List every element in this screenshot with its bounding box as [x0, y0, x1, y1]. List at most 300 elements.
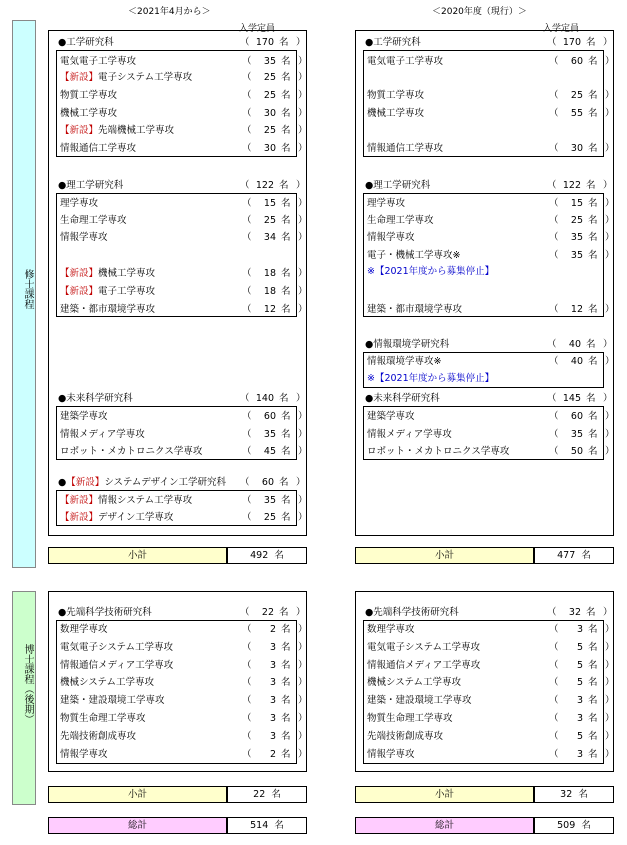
program-name: [60, 69, 192, 86]
open-paren: （: [242, 659, 252, 671]
unit: 名: [281, 143, 291, 154]
name-text: 物質生命理工学専攻: [367, 713, 453, 724]
list-item: [60, 283, 310, 300]
right-master-subtotal-label: 小計: [355, 547, 534, 564]
program-title-row: [58, 34, 308, 51]
close-paren: ）: [605, 748, 615, 760]
name-text: 物質工学専攻: [367, 90, 425, 101]
unit: 名: [281, 125, 291, 136]
list-item: [60, 301, 310, 318]
open-paren: （: [549, 108, 559, 119]
close-paren: ）: [298, 446, 308, 457]
close-paren: ）: [296, 37, 306, 48]
list-item: [367, 195, 617, 212]
unit: 名: [281, 695, 291, 707]
unit: 名: [281, 641, 291, 653]
open-paren: （: [549, 56, 559, 67]
count: 122: [562, 180, 581, 191]
name-text: 工学研究科: [66, 37, 114, 48]
note-row: [367, 263, 617, 280]
list-item: [367, 639, 617, 656]
name-text: 建築・建設環境工学専攻: [60, 695, 165, 707]
close-paren: ）: [296, 607, 306, 618]
unit: 名: [588, 641, 598, 653]
unit: 名: [281, 512, 291, 523]
open-paren: （: [549, 641, 559, 653]
name-text: 先端技術創成専攻: [60, 730, 137, 742]
close-paren: ）: [298, 695, 308, 707]
program-name: [367, 229, 415, 246]
left-total-value: 514 名: [227, 817, 307, 834]
close-paren: ）: [298, 232, 308, 243]
program-name: [367, 674, 461, 691]
open-paren: （: [549, 677, 559, 689]
unit: 名: [281, 90, 291, 101]
count: 5: [576, 730, 583, 742]
list-item: [60, 443, 310, 460]
capacity-label-left: 入学定員: [239, 24, 276, 34]
name-text: 情報通信メディア工学専攻: [367, 659, 481, 671]
close-paren: ）: [298, 286, 308, 297]
count: 60: [570, 411, 583, 422]
unit: 名: [281, 677, 291, 689]
close-paren: ）: [605, 695, 615, 707]
count: 2: [269, 624, 276, 635]
open-paren: （: [242, 286, 252, 297]
count: 12: [570, 304, 583, 315]
program-name: [60, 301, 155, 318]
name-text: 情報メディア学専攻: [367, 429, 452, 440]
list-item: [60, 426, 310, 443]
list-item: [60, 265, 310, 282]
unit: 名: [588, 695, 598, 707]
unit: 名: [588, 429, 598, 440]
list-item: [367, 229, 617, 246]
close-paren: ）: [605, 356, 615, 367]
unit: 名: [279, 607, 289, 618]
name-text: 電子システム工学専攻: [98, 72, 193, 83]
count: 22: [261, 607, 274, 618]
count: 3: [576, 748, 583, 760]
list-item: [367, 53, 617, 70]
unit: 名: [281, 411, 291, 422]
program-title: [58, 390, 133, 407]
name-text: 機械工学専攻: [98, 268, 156, 279]
close-paren: ）: [605, 198, 615, 209]
program-name: [60, 212, 127, 229]
list-item: [367, 301, 617, 318]
program-name: [60, 621, 108, 638]
count: 5: [576, 659, 583, 671]
count: 122: [255, 180, 274, 191]
unit: 名: [281, 72, 291, 83]
close-paren: ）: [298, 72, 308, 83]
open-paren: （: [240, 37, 250, 48]
list-item: [60, 69, 310, 86]
program-name: [367, 426, 452, 443]
unit: 名: [586, 393, 596, 404]
program-name: [367, 621, 415, 638]
unit: 名: [281, 198, 291, 209]
name-text: 理工学研究科: [373, 180, 431, 191]
program-name: [60, 710, 146, 727]
list-item: [367, 710, 617, 727]
close-paren: ）: [296, 477, 306, 488]
name-text: 情報学専攻: [60, 748, 108, 760]
new-tag: 【新設】: [60, 512, 99, 523]
program-name: [367, 370, 494, 387]
open-paren: （: [549, 90, 559, 101]
open-paren: （: [242, 695, 252, 707]
close-paren: ）: [605, 215, 615, 226]
program-name: [367, 212, 434, 229]
count: 30: [570, 143, 583, 154]
program-name: [60, 195, 98, 212]
bullet-icon: ●: [365, 393, 374, 404]
open-paren: （: [242, 713, 252, 724]
name-text: 電気電子工学専攻: [60, 56, 137, 67]
open-paren: （: [242, 624, 252, 635]
name-text: 理学専攻: [60, 198, 99, 209]
program-name: [367, 87, 424, 104]
name-text: 情報環境学専攻※: [367, 356, 442, 367]
count: 15: [570, 198, 583, 209]
program-title-row: [58, 390, 308, 407]
program-name: [60, 657, 173, 674]
doctor-side-label: [12, 591, 36, 805]
program-name: [60, 53, 136, 70]
list-item: [367, 353, 617, 370]
name-text: 情報通信工学専攻: [367, 143, 444, 154]
program-title: [58, 474, 226, 491]
name-text: 数理学専攻: [60, 624, 108, 635]
program-name: [367, 692, 472, 709]
bullet-icon: ●: [58, 180, 67, 191]
close-paren: ）: [603, 37, 613, 48]
name-text: 情報通信メディア工学専攻: [60, 659, 174, 671]
name-text: 先端機械工学専攻: [98, 125, 175, 136]
open-paren: （: [549, 215, 559, 226]
unit: 名: [588, 90, 598, 101]
name-text: 理学専攻: [367, 198, 406, 209]
unit: 名: [281, 429, 291, 440]
name-text: ※【2021年度から募集停止】: [367, 266, 495, 277]
name-text: 先端科学技術研究科: [373, 607, 459, 618]
open-paren: （: [549, 198, 559, 209]
close-paren: ）: [298, 641, 308, 653]
count: 25: [570, 90, 583, 101]
open-paren: （: [547, 339, 557, 350]
count: 3: [269, 695, 276, 707]
unit: 名: [588, 713, 598, 724]
close-paren: ）: [603, 393, 613, 404]
name-text: 建築・都市環境学専攻: [367, 304, 463, 315]
list-item: [367, 692, 617, 709]
unit: 名: [281, 748, 291, 760]
count: 60: [261, 477, 274, 488]
open-paren: （: [549, 748, 559, 760]
close-paren: ）: [605, 56, 615, 67]
name-text: 未来科学研究科: [66, 393, 133, 404]
open-paren: （: [549, 429, 559, 440]
open-paren: （: [547, 180, 557, 191]
program-name: [367, 53, 443, 70]
open-paren: （: [242, 641, 252, 653]
program-name: [60, 692, 165, 709]
close-paren: ）: [298, 304, 308, 315]
bullet-icon: ●: [365, 180, 374, 191]
count: 18: [263, 286, 276, 297]
close-paren: ）: [605, 143, 615, 154]
close-paren: ）: [296, 393, 306, 404]
count: 35: [570, 250, 583, 261]
open-paren: （: [242, 125, 252, 136]
open-paren: （: [242, 446, 252, 457]
name-text: 建築・建設環境工学専攻: [367, 695, 472, 707]
close-paren: ）: [605, 730, 615, 742]
program-name: [60, 265, 155, 282]
program-name: [60, 122, 174, 139]
count: 170: [255, 37, 274, 48]
master-side-label: [12, 20, 36, 568]
name-text: 機械工学専攻: [60, 108, 118, 119]
header-right: ＜2020年度（現行）＞: [432, 7, 527, 17]
close-paren: ）: [605, 446, 615, 457]
right-master-subtotal-value: 477 名: [534, 547, 614, 564]
open-paren: （: [242, 198, 252, 209]
program-name: [60, 105, 117, 122]
unit: 名: [281, 108, 291, 119]
list-item: [60, 621, 310, 638]
open-paren: （: [549, 304, 559, 315]
program-title-row: [58, 474, 308, 491]
name-text: 物質生命理工学専攻: [60, 713, 146, 724]
name-text: 物質工学専攻: [60, 90, 118, 101]
count: 3: [269, 677, 276, 689]
note-row: [367, 370, 617, 387]
count: 55: [570, 108, 583, 119]
left-total-label: 総計: [48, 817, 227, 834]
list-item: [60, 492, 310, 509]
unit: 名: [588, 108, 598, 119]
open-paren: （: [242, 512, 252, 523]
name-text: 機械システム工学専攻: [60, 677, 155, 689]
program-name: [60, 229, 108, 246]
bullet-icon: ●: [58, 607, 67, 618]
name-text: 電子工学専攻: [98, 286, 156, 297]
close-paren: ）: [298, 125, 308, 136]
program-name: [367, 746, 415, 763]
close-paren: ）: [605, 90, 615, 101]
open-paren: （: [549, 411, 559, 422]
list-item: [367, 212, 617, 229]
count: 18: [263, 268, 276, 279]
program-name: [60, 443, 202, 460]
count: 12: [263, 304, 276, 315]
close-paren: ）: [298, 659, 308, 671]
program-name: [60, 509, 173, 526]
count: 25: [263, 90, 276, 101]
list-item: [367, 657, 617, 674]
close-paren: ）: [298, 215, 308, 226]
close-paren: ）: [603, 180, 613, 191]
list-item: [60, 105, 310, 122]
header-left: ＜2021年4月から＞: [128, 7, 211, 17]
open-paren: （: [242, 748, 252, 760]
open-paren: （: [242, 143, 252, 154]
open-paren: （: [242, 108, 252, 119]
program-name: [367, 728, 443, 745]
open-paren: （: [549, 659, 559, 671]
count: 32: [568, 607, 581, 618]
count: 50: [570, 446, 583, 457]
open-paren: （: [240, 477, 250, 488]
new-tag: 【新設】: [60, 268, 99, 279]
program-name: [367, 247, 460, 264]
open-paren: （: [242, 495, 252, 506]
name-text: 工学研究科: [373, 37, 421, 48]
name-text: 情報システム工学専攻: [98, 495, 193, 506]
open-paren: （: [242, 429, 252, 440]
unit: 名: [279, 393, 289, 404]
unit: 名: [281, 713, 291, 724]
unit: 名: [279, 37, 289, 48]
count: 40: [570, 356, 583, 367]
close-paren: ）: [298, 748, 308, 760]
close-paren: ）: [298, 268, 308, 279]
count: 25: [263, 125, 276, 136]
new-tag: 【新設】: [60, 72, 99, 83]
list-item: [60, 657, 310, 674]
list-item: [60, 122, 310, 139]
program-name: [60, 87, 117, 104]
unit: 名: [279, 180, 289, 191]
name-text: ※【2021年度から募集停止】: [367, 373, 495, 384]
unit: 名: [586, 37, 596, 48]
program-name: [60, 728, 136, 745]
program-title-row: [365, 390, 615, 407]
close-paren: ）: [605, 232, 615, 243]
right-total-value: 509 名: [534, 817, 614, 834]
count: 3: [269, 659, 276, 671]
list-item: [367, 746, 617, 763]
name-text: 建築・都市環境学専攻: [60, 304, 156, 315]
count: 25: [570, 215, 583, 226]
count: 34: [263, 232, 276, 243]
program-name: [60, 492, 192, 509]
count: 3: [269, 713, 276, 724]
name-text: 生命理工学専攻: [367, 215, 434, 226]
open-paren: （: [240, 607, 250, 618]
close-paren: ）: [605, 713, 615, 724]
program-name: [60, 140, 136, 157]
unit: 名: [588, 143, 598, 154]
name-text: 情報メディア学専攻: [60, 429, 145, 440]
list-item: [60, 212, 310, 229]
name-text: デザイン工学専攻: [98, 512, 174, 523]
close-paren: ）: [605, 250, 615, 261]
name-text: 生命理工学専攻: [60, 215, 127, 226]
count: 60: [570, 56, 583, 67]
close-paren: ）: [298, 730, 308, 742]
name-text: 理工学研究科: [66, 180, 124, 191]
open-paren: （: [242, 304, 252, 315]
unit: 名: [588, 198, 598, 209]
close-paren: ）: [298, 411, 308, 422]
program-name: [367, 301, 462, 318]
name-text: 数理学専攻: [367, 624, 415, 635]
count: 3: [269, 641, 276, 653]
new-tag: 【新設】: [60, 495, 99, 506]
program-title: [58, 177, 123, 194]
close-paren: ）: [605, 677, 615, 689]
count: 25: [263, 72, 276, 83]
program-title: [365, 34, 421, 51]
list-item: [367, 674, 617, 691]
open-paren: （: [547, 393, 557, 404]
name-text: 機械システム工学専攻: [367, 677, 462, 689]
open-paren: （: [240, 393, 250, 404]
count: 40: [568, 339, 581, 350]
open-paren: （: [549, 356, 559, 367]
list-item: [367, 426, 617, 443]
close-paren: ）: [605, 108, 615, 119]
open-paren: （: [242, 72, 252, 83]
count: 30: [263, 108, 276, 119]
unit: 名: [588, 748, 598, 760]
close-paren: ）: [298, 108, 308, 119]
close-paren: ）: [296, 180, 306, 191]
list-item: [60, 87, 310, 104]
name-text: 情報通信工学専攻: [60, 143, 137, 154]
program-name: [60, 408, 108, 425]
name-text: 電気電子システム工学専攻: [60, 641, 174, 653]
unit: 名: [586, 607, 596, 618]
unit: 名: [281, 659, 291, 671]
unit: 名: [281, 286, 291, 297]
unit: 名: [588, 624, 598, 635]
unit: 名: [281, 215, 291, 226]
unit: 名: [586, 180, 596, 191]
count: 35: [263, 56, 276, 67]
list-item: [367, 408, 617, 425]
close-paren: ）: [603, 339, 613, 350]
count: 5: [576, 641, 583, 653]
close-paren: ）: [298, 624, 308, 635]
count: 170: [562, 37, 581, 48]
program-name: [60, 746, 108, 763]
open-paren: （: [242, 232, 252, 243]
list-item: [367, 621, 617, 638]
name-text: 情報学専攻: [367, 748, 415, 760]
capacity-label-right: 入学定員: [543, 24, 580, 34]
unit: 名: [588, 677, 598, 689]
unit: 名: [281, 624, 291, 635]
name-text: 建築学専攻: [60, 411, 108, 422]
unit: 名: [279, 477, 289, 488]
count: 60: [263, 411, 276, 422]
unit: 名: [281, 56, 291, 67]
new-tag: 【新設】: [66, 477, 105, 488]
open-paren: （: [547, 37, 557, 48]
program-name: [60, 674, 154, 691]
list-item: [60, 509, 310, 526]
open-paren: （: [242, 215, 252, 226]
program-title: [365, 336, 449, 353]
list-item: [60, 229, 310, 246]
count: 3: [269, 730, 276, 742]
program-name: [367, 710, 453, 727]
